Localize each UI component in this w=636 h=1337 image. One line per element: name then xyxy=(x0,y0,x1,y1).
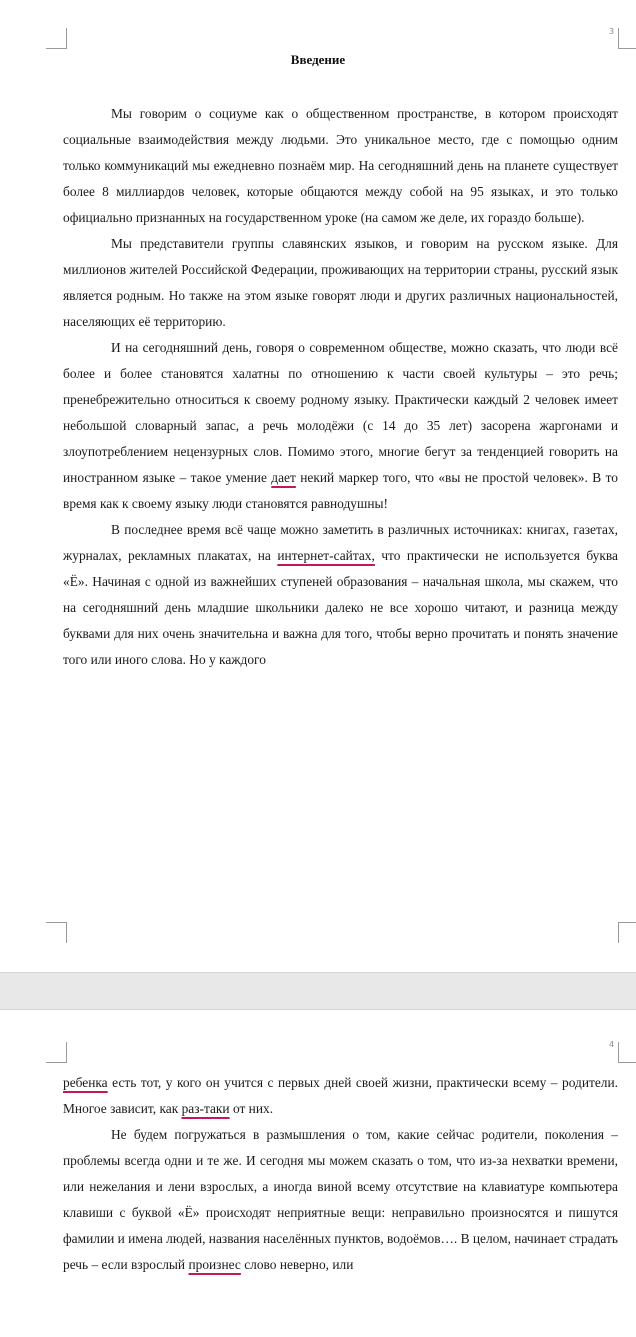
paragraph-continued-text-a: есть тот, у кого он учится с первых дней своей жизни, практически всему – родители. Многое зависит, как xyxy=(63,1075,618,1116)
paragraph-3-text-a: И на сегодняшний день, говоря о современном обществе, можно сказать, что люди всё более и более становятся халатны по отношению к части своей культуры – это речь; пренебрежительно относиться к своему родному языку. Практически каждый 2 человек имеет небольшой словарный запас, а речь молодёжи (с 14 до 35 лет) засорена жаргонами и злоупотреблением нецензурных слов. Помимо этого, многие бегут за тенденцией говорить на иностранном языке – такое умение xyxy=(63,340,618,485)
spellcheck-flagged-word[interactable]: дает xyxy=(271,470,296,485)
margin-corner-top-left xyxy=(46,1042,67,1063)
spellcheck-flagged-word[interactable]: ребенка xyxy=(63,1075,108,1090)
paragraph-5-text-a: Не будем погружаться в размышления о том, какие сейчас родители, поколения – проблемы всегда одни и те же. И сегодня мы можем сказать о том, что из-за нехватки времени, или нежелания и лени взрослых, а иногда виной всему отсутствие на клавиатуре компьютера клавиши с буквой «Ё» происходят неприятные вещи: неправильно произносятся и пишутся фамилии и имена людей, названия населённых пунктов, водоёмов…. В целом, начинает страдать речь – если взрослый xyxy=(63,1127,618,1272)
page-number: 4 xyxy=(609,1040,615,1049)
margin-corner-top-right xyxy=(618,28,636,49)
paragraph-4-text-b: что практически не используется буква «Ё». Начиная с одной из важнейших ступеней образования – начальная школа, мы скажем, что на сегодняшний день младшие школьники далеко не все хорошо читают, и разница между буквами для них очень значительна и важна для того, чтобы верно прочитать и понять значение того или иного слова. Но у каждого xyxy=(63,548,618,667)
paragraph-4-text-a: В последнее время всё чаще можно заметить в различных источниках: книгах, газетах, журналах, рекламных плакатах, на xyxy=(63,522,618,563)
paragraph-5-text-b: слово неверно, или xyxy=(244,1257,354,1272)
spellcheck-flagged-word[interactable]: раз-таки xyxy=(181,1101,230,1116)
page-title[interactable]: Введение xyxy=(290,52,346,67)
paragraph-continued-text-b: от них. xyxy=(232,1101,274,1116)
body-text[interactable] xyxy=(63,1070,618,1278)
paragraph-3[interactable] xyxy=(63,335,618,517)
page-number: 3 xyxy=(609,27,615,36)
paragraph-5[interactable] xyxy=(63,1122,618,1278)
document-page-2 xyxy=(0,1010,636,1337)
paragraph-4[interactable] xyxy=(63,517,618,673)
paragraph-continued[interactable] xyxy=(63,1070,618,1122)
margin-corner-bottom-right xyxy=(618,922,636,943)
spellcheck-flagged-word[interactable]: интернет-сайтах, xyxy=(277,548,375,563)
spellcheck-flagged-word[interactable]: произнес xyxy=(188,1257,241,1272)
margin-corner-top-left xyxy=(46,28,67,49)
paragraph-3-text-b: некий маркер того, что «вы не простой человек». В то время как к своему языку люди становятся равнодушны! xyxy=(63,470,618,511)
paragraph-2[interactable]: Мы представители группы славянских языков, и говорим на русском языке. Для миллионов жителей Российской Федерации, проживающих на территории страны, русский язык является родным. Но также на этом языке говорят люди и других различных национальностей, населяющих её территорию. xyxy=(63,236,618,329)
body-text[interactable] xyxy=(63,101,618,673)
page-break-gap xyxy=(0,972,636,1010)
paragraph-1[interactable]: Мы говорим о социуме как о общественном пространстве, в котором происходят социальные взаимодействия между людьми. Это уникальное место, где с помощью одним только коммуникаций мы ежедневно познаём мир. На сегодняшний день на планете существует более 8 миллиардов человек, которые общаются между собой на 95 языках, и это только официально признанных на государственном уроке (на самом же деле, их гораздо больше). xyxy=(63,106,618,225)
margin-corner-bottom-left xyxy=(46,922,67,943)
margin-corner-top-right xyxy=(618,1042,636,1063)
